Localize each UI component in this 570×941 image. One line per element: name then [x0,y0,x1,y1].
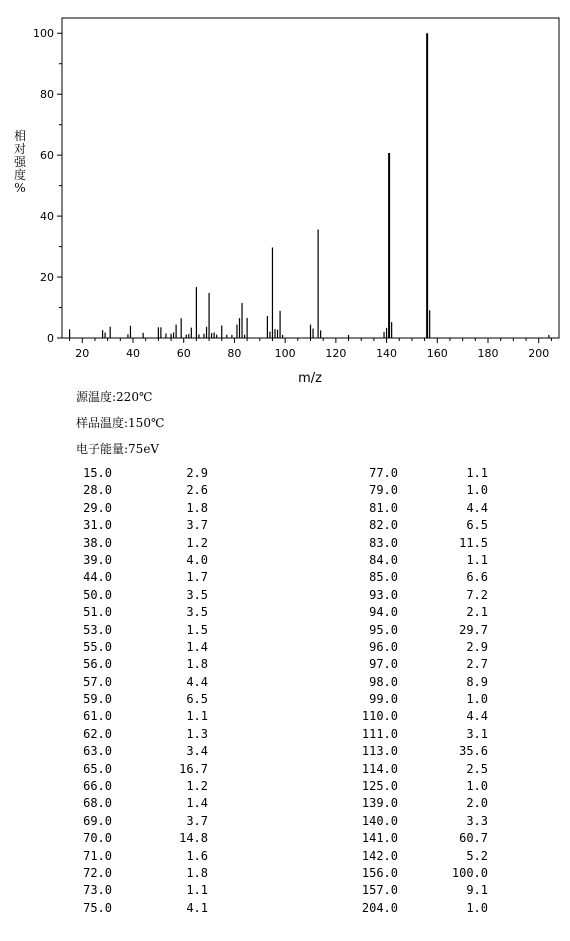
mz-value: 81.0 [369,500,398,515]
intensity-value: 1.1 [466,466,488,480]
intensity-value: 3.3 [466,813,488,828]
mz-value: 69.0 [83,813,112,828]
table-row [62,778,502,795]
mass-spectrum-chart [0,0,570,395]
mz-value: 51.0 [83,605,112,620]
intensity-value: 1.1 [466,552,488,567]
mz-value: 66.0 [83,779,112,794]
intensity-value: 60.7 [459,831,488,846]
intensity-value: 7.2 [466,587,488,602]
intensity-value: 4.4 [186,674,208,689]
mz-value: 156.0 [361,865,398,880]
table-row [62,604,502,621]
source-temperature: 源温度:220℃ [76,390,153,404]
x-tick-label-120: 120 [325,347,347,360]
mz-value: 71.0 [83,848,112,863]
intensity-value: 100.0 [451,865,488,880]
mz-value: 110.0 [361,709,398,724]
intensity-value: 1.8 [186,865,208,880]
mz-value: 95.0 [369,622,398,637]
intensity-value: 2.5 [466,761,488,776]
intensity-value: 14.8 [179,831,208,846]
mz-value: 93.0 [369,587,398,602]
table-row [62,830,502,847]
mz-value: 98.0 [369,674,398,689]
mz-value: 79.0 [369,483,398,498]
x-axis-label: m/z [298,371,322,386]
intensity-value: 6.5 [466,518,488,533]
y-axis-label [12,130,28,195]
intensity-value: 1.1 [186,709,208,724]
mz-value: 53.0 [83,622,112,637]
table-row [62,674,502,691]
x-tick-label-60: 60 [176,347,191,360]
intensity-value: 2.9 [466,639,488,654]
intensity-value: 3.1 [466,726,488,741]
mz-value: 84.0 [369,552,398,567]
y-axis-label-char-4: 度 [13,168,26,182]
mz-value: 57.0 [83,674,112,689]
intensity-value: 8.9 [466,674,488,689]
peak-list-table [62,465,502,917]
y-axis-label-char-2: 对 [13,142,26,156]
y-tick-label-20: 20 [40,271,54,285]
table-row [62,865,502,882]
y-tick-label-40: 40 [40,210,54,224]
intensity-value: 1.4 [186,639,208,654]
mz-value: 157.0 [361,883,398,898]
mz-value: 31.0 [83,518,112,533]
mz-value: 97.0 [369,657,398,672]
table-row [62,882,502,899]
intensity-value: 1.0 [466,692,488,707]
mz-value: 63.0 [83,744,112,759]
mz-value: 73.0 [83,883,112,898]
mz-value: 15.0 [83,466,112,480]
table-row [62,569,502,586]
mz-value: 61.0 [83,709,112,724]
table-row [62,813,502,830]
table-row [62,482,502,499]
y-tick-label-0: 0 [47,332,54,345]
x-axis-ticks [70,338,552,360]
intensity-value: 16.7 [179,761,208,776]
mz-value: 55.0 [83,639,112,654]
table-row [62,552,502,569]
intensity-value: 1.6 [186,848,208,863]
table-row [62,500,502,517]
intensity-value: 3.4 [186,744,208,759]
intensity-value: 1.1 [186,883,208,898]
intensity-value: 1.8 [186,657,208,672]
intensity-value: 2.9 [186,466,208,480]
intensity-value: 1.2 [186,535,208,550]
mz-value: 77.0 [369,466,398,480]
x-tick-label-160: 160 [426,347,448,360]
intensity-value: 6.6 [466,570,488,585]
mz-value: 204.0 [361,900,398,915]
table-row [62,726,502,743]
mz-value: 85.0 [369,570,398,585]
mz-value: 38.0 [83,535,112,550]
intensity-value: 2.6 [186,483,208,498]
intensity-value: 3.7 [186,813,208,828]
intensity-value: 4.0 [186,552,208,567]
table-row [62,900,502,917]
mz-value: 72.0 [83,865,112,880]
mz-value: 139.0 [361,796,398,811]
intensity-value: 1.5 [186,622,208,637]
intensity-value: 3.7 [186,518,208,533]
intensity-value: 3.5 [186,587,208,602]
x-tick-label-200: 200 [528,347,550,360]
intensity-value: 4.4 [466,709,488,724]
mz-value: 50.0 [83,587,112,602]
mz-value: 68.0 [83,796,112,811]
table-row [62,465,502,482]
mz-value: 113.0 [361,744,398,759]
table-row [62,587,502,604]
mz-value: 141.0 [361,831,398,846]
table-row [62,795,502,812]
y-tick-label-60: 60 [40,149,54,163]
mz-value: 65.0 [83,761,112,776]
mz-value: 44.0 [83,570,112,585]
intensity-value: 3.5 [186,605,208,620]
plot-frame [62,18,559,338]
mz-value: 111.0 [361,726,398,741]
mz-value: 70.0 [83,831,112,846]
intensity-value: 2.1 [466,605,488,620]
intensity-value: 4.1 [186,900,208,915]
x-tick-label-20: 20 [75,347,90,360]
intensity-value: 1.0 [466,900,488,915]
y-axis-ticks [33,27,62,345]
intensity-value: 2.7 [466,657,488,672]
y-axis-label-char-5: % [14,181,26,195]
table-row [62,743,502,760]
mz-value: 140.0 [361,813,398,828]
mz-value: 28.0 [83,483,112,498]
mz-value: 39.0 [83,552,112,567]
intensity-value: 1.3 [186,726,208,741]
intensity-value: 35.6 [459,744,488,759]
table-row [62,848,502,865]
table-row [62,761,502,778]
mz-value: 96.0 [369,639,398,654]
y-axis-label-char-1: 相 [13,129,26,143]
intensity-value: 5.2 [466,848,488,863]
table-row [62,639,502,656]
mz-value: 83.0 [369,535,398,550]
table-row [62,691,502,708]
y-axis-label-char-3: 强 [13,155,26,169]
y-tick-label-100: 100 [33,27,54,41]
mz-value: 114.0 [361,761,398,776]
intensity-value: 11.5 [459,535,488,550]
table-row [62,708,502,725]
intensity-value: 1.0 [466,483,488,498]
x-tick-label-180: 180 [477,347,499,360]
mz-value: 94.0 [369,605,398,620]
mz-value: 29.0 [83,500,112,515]
intensity-value: 2.0 [466,796,488,811]
table-row [62,622,502,639]
electron-energy: 电子能量:75eV [76,442,160,456]
mz-value: 125.0 [361,779,398,794]
intensity-value: 1.0 [466,779,488,794]
intensity-value: 1.2 [186,779,208,794]
mz-value: 82.0 [369,518,398,533]
mz-value: 59.0 [83,692,112,707]
mz-value: 99.0 [369,692,398,707]
intensity-value: 6.5 [186,692,208,707]
table-row [62,517,502,534]
intensity-value: 29.7 [459,622,488,637]
intensity-value: 1.7 [186,570,208,585]
mz-value: 75.0 [83,900,112,915]
x-tick-label-100: 100 [274,347,296,360]
intensity-value: 9.1 [466,883,488,898]
y-tick-label-80: 80 [40,88,54,102]
mz-value: 56.0 [83,657,112,672]
intensity-value: 4.4 [466,500,488,515]
table-row [62,535,502,552]
mz-value: 62.0 [83,726,112,741]
table-row [62,656,502,673]
sample-temperature: 样品温度:150℃ [76,416,165,430]
intensity-value: 1.8 [186,500,208,515]
intensity-value: 1.4 [186,796,208,811]
x-tick-label-40: 40 [126,347,140,360]
x-tick-label-140: 140 [376,347,398,360]
mz-value: 142.0 [361,848,398,863]
peak-bars [70,33,549,338]
x-tick-label-80: 80 [227,347,242,360]
